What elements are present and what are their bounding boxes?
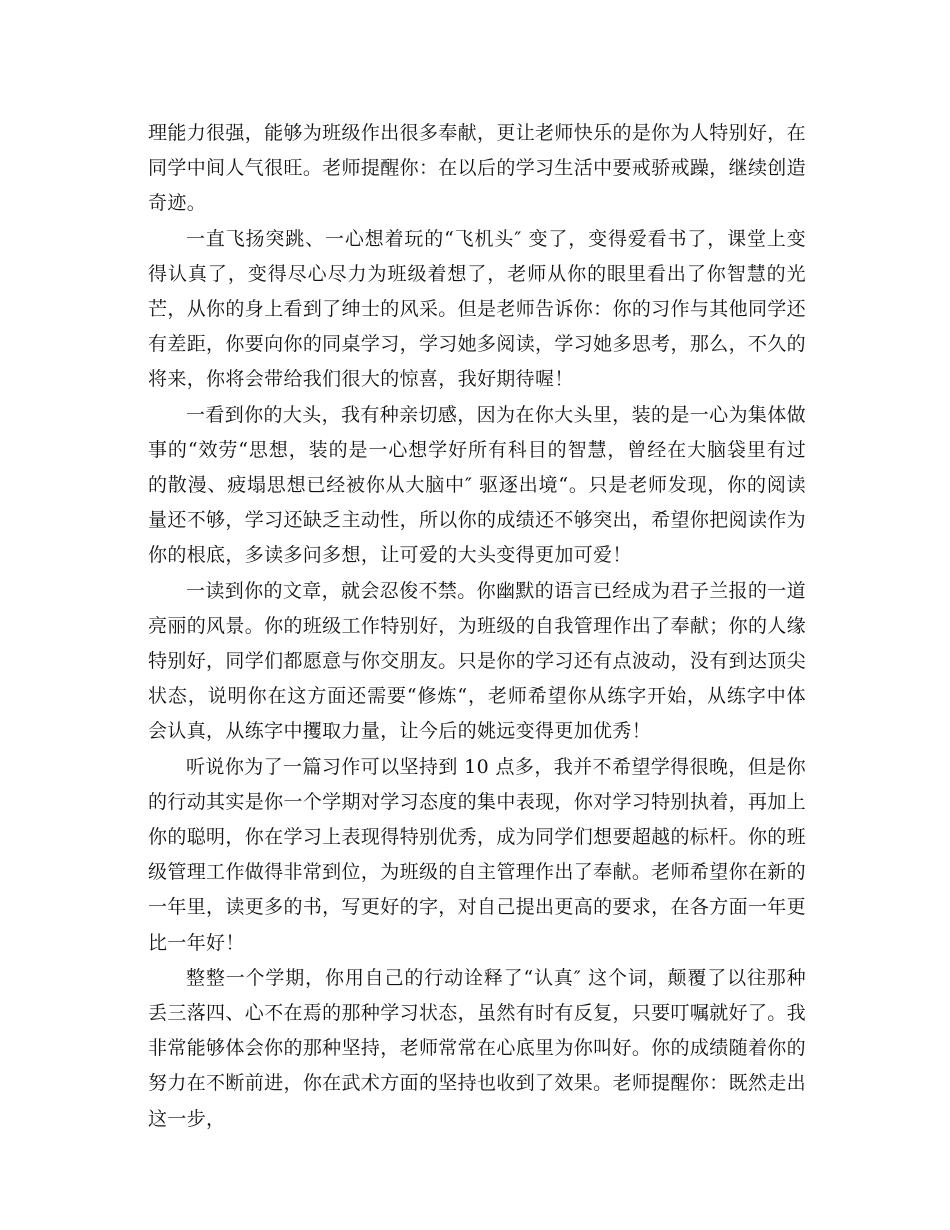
paragraph-5: 听说你为了一篇习作可以坚持到 10 点多，我并不希望学得很晚，但是你的行动其实是你一个学期对学习态度的集中表现，你对学习特别执着，再加上你的聪明，你在学习上表现得特别优秀，成为同学们想要超越的标杆。你的班级管理工作做得非常到位，为班级的自主管理作出了奉献。老师希望你在新的一年里，读更多的书，写更好的字，对自己提出更高的要求，在各方面一年更比一年好！ [148,755,806,954]
document-page [148,116,806,1137]
paragraph-2: 一直飞扬突跳、一心想着玩的“飞机头″ 变了，变得爱看书了，课堂上变得认真了，变得尽心尽力为班级着想了，老师从你的眼里看出了你智慧的光芒，从你的身上看到了绅士的风采。但是老师告诉你：你的习作与其他同学还有差距，你要向你的同桌学习，学习她多阅读，学习她多思考，那么，不久的将来，你将会带给我们很大的惊喜，我好期待喔！ [148,227,806,391]
paragraph-4: 一读到你的文章，就会忍俊不禁。你幽默的语言已经成为君子兰报的一道亮丽的风景。你的班级工作特别好，为班级的自我管理作出了奉献；你的人缘特别好，同学们都愿意与你交朋友。只是你的学习还有点波动，没有到达顶尖状态，说明你在这方面还需要“修炼“，老师希望你从练字开始，从练字中体会认真，从练字中攫取力量，让今后的姚远变得更加优秀！ [148,579,806,743]
paragraph-6: 整整一个学期，你用自己的行动诠释了“认真″ 这个词，颠覆了以往那种丢三落四、心不在焉的那种学习状态，虽然有时有反复，只要叮嘱就好了。我非常能够体会你的那种坚持，老师常常在心底里为你叫好。你的成绩随着你的努力在不断前进，你在武术方面的坚持也收到了效果。老师提醒你：既然走出这一步， [148,966,806,1130]
paragraph-3: 一看到你的大头，我有种亲切感，因为在你大头里，装的是一心为集体做事的“效劳“思想，装的是一心想学好所有科目的智慧，曾经在大脑袋里有过的散漫、疲塌思想已经被你从大脑中″ 驱逐出境“。只是老师发现，你的阅读量还不够，学习还缺乏主动性，所以你的成绩还不够突出，希望你把阅读作为你的根底，多读多问多想，让可爱的大头变得更加可爱！ [148,403,806,567]
paragraph-1: 理能力很强，能够为班级作出很多奉献，更让老师快乐的是你为人特别好，在同学中间人气很旺。老师提醒你：在以后的学习生活中要戒骄戒躁，继续创造奇迹。 [148,122,806,215]
